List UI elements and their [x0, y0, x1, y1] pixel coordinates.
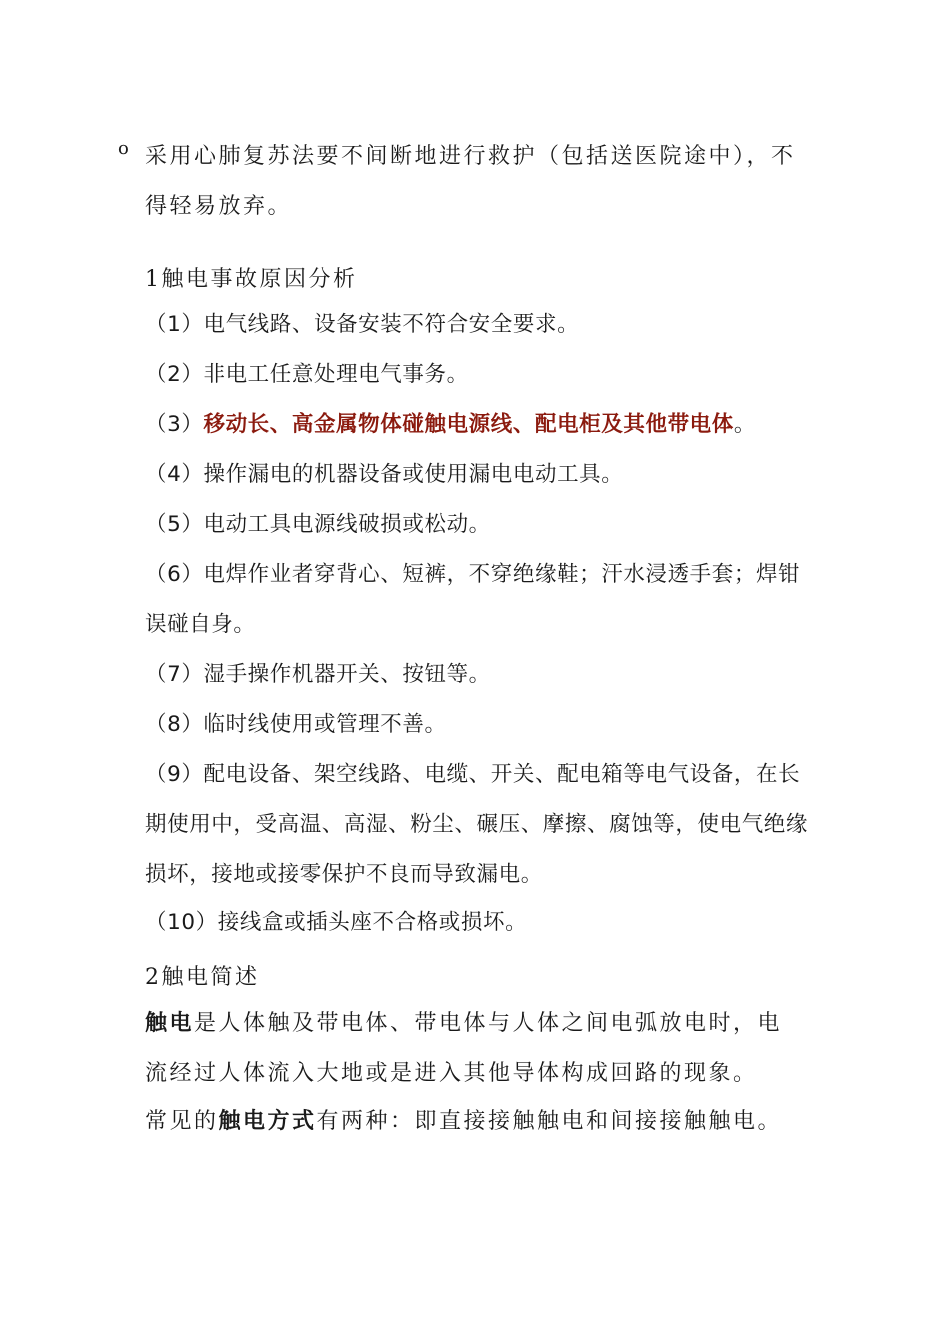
item-text: 电焊作业者穿背心、短裤，不穿绝缘鞋；汗水浸透手套；焊钳误碰自身。	[145, 562, 801, 637]
item-number: （3）	[145, 412, 204, 437]
item-number: （1）	[145, 312, 204, 337]
item-number: （5）	[145, 512, 204, 537]
section-heading-1: 1触电事故原因分析	[145, 267, 358, 292]
item-number: （2）	[145, 362, 204, 387]
term-bold: 触电	[145, 1010, 195, 1036]
item-number: （4）	[145, 462, 204, 487]
item-suffix: 。	[733, 412, 756, 437]
item-text: 湿手操作机器开关、按钮等。	[203, 662, 491, 687]
list-item-highlighted	[145, 400, 815, 450]
list-item	[145, 750, 815, 900]
definition-paragraph	[145, 998, 805, 1099]
item-number: （9）	[145, 762, 204, 787]
item-text-highlighted: 移动长、高金属物体碰触电源线、配电柜及其他带电体	[203, 412, 734, 437]
methods-text: 有两种：即直接接触触电和间接接触触电。	[316, 1109, 783, 1134]
methods-paragraph	[145, 1096, 805, 1147]
item-text: 操作漏电的机器设备或使用漏电电动工具。	[203, 462, 624, 487]
item-text: 电气线路、设备安装不符合安全要求。	[203, 312, 580, 337]
list-item	[145, 300, 815, 350]
list-item	[145, 700, 815, 750]
section-heading-2: 2触电简述	[145, 965, 260, 990]
bullet-text: 采用心肺复苏法要不间断地进行救护（包括送医院途中），不得轻易放弃。	[145, 144, 796, 219]
item-text: 临时线使用或管理不善。	[203, 712, 447, 737]
item-number: （6）	[145, 562, 204, 587]
term-bold: 触电方式	[218, 1108, 317, 1134]
item-number: （10）	[145, 910, 218, 935]
bullet-marker: o	[118, 138, 129, 159]
list-item	[145, 500, 815, 550]
item-text: 非电工任意处理电气事务。	[203, 362, 469, 387]
item-text: 配电设备、架空线路、电缆、开关、配电箱等电气设备，在长期使用中，受高温、高湿、粉尘、碾压、摩擦、腐蚀等，使电气绝缘损坏，接地或接零保护不良而导致漏电。	[145, 762, 809, 887]
item-text: 电动工具电源线破损或松动。	[203, 512, 491, 537]
list-item	[145, 650, 815, 700]
item-text: 接线盒或插头座不合格或损坏。	[217, 910, 528, 935]
item-number: （7）	[145, 662, 204, 687]
list-item	[145, 350, 815, 400]
list-item	[145, 550, 815, 650]
item-number: （8）	[145, 712, 204, 737]
list-item	[145, 450, 815, 500]
definition-text: 是人体触及带电体、带电体与人体之间电弧放电时，电流经过人体流入大地或是进入其他导体构成回路的现象。	[145, 1011, 783, 1086]
list-item	[145, 898, 815, 948]
methods-prefix: 常见的	[145, 1109, 219, 1134]
